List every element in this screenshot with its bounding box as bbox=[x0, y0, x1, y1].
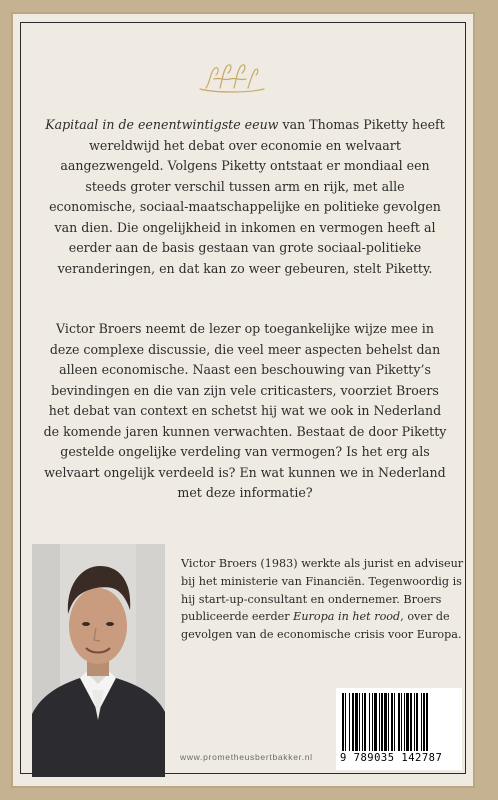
book-title-ref: Kapitaal in de eenentwintigste eeuw bbox=[45, 117, 279, 132]
blurb-paragraph-1 bbox=[40, 115, 450, 279]
publisher-url: www.prometheusbertbakker.nl bbox=[180, 752, 313, 762]
author-bio-text-2: , over de gevolgen van de economische crisis voor Europa. bbox=[181, 610, 462, 642]
previous-book-title: Europa in het rood bbox=[293, 610, 401, 624]
isbn-barcode bbox=[336, 688, 462, 770]
ornament-icon bbox=[196, 55, 268, 97]
blurb-paragraph-1-text: van Thomas Piketty heeft wereldwijd het debat over economie en welvaart aangezwengeld. Volgens Piketty ontstaat er mondiaal een steeds groter verschil tussen arm en rijk, met alle economische, sociaal-maatschappelijke en politieke gevolgen van dien. Die ongelijkheid in inkomen en vermogen heeft al eerder aan de basis gestaan van grote sociaal-politieke veranderingen, en dat kan zo weer gebeuren, stelt Piketty. bbox=[49, 117, 445, 276]
blurb-paragraph-2: Victor Broers neemt de lezer op toegankelijke wijze mee in deze complexe discussie, die veel meer aspecten behelst dan alleen economische. Naast een beschouwing van Piketty’s bevindingen en die van zijn vele criticasters, voorziet Broers het debat van context en schetst hij wat we ook in Nederland de komende jaren kunnen verwachten. Bestaat de door Piketty gestelde ongelijke verdeling van vermogen? Is het erg als welvaart ongelijk verdeeld is? En wat kunnen we in Nederland met deze informatie? bbox=[43, 321, 447, 500]
author-bio-text-1: Victor Broers (1983) werkte als jurist en adviseur bij het ministerie van Financiën. Tegenwoordig is hij start-up-consultant en ondernemer. Broers publiceerde eerder bbox=[181, 557, 464, 624]
isbn-number: 9 789035 142787 bbox=[340, 752, 443, 764]
barcode-icon bbox=[340, 693, 458, 751]
author-photo bbox=[32, 544, 165, 777]
author-bio bbox=[181, 555, 465, 644]
